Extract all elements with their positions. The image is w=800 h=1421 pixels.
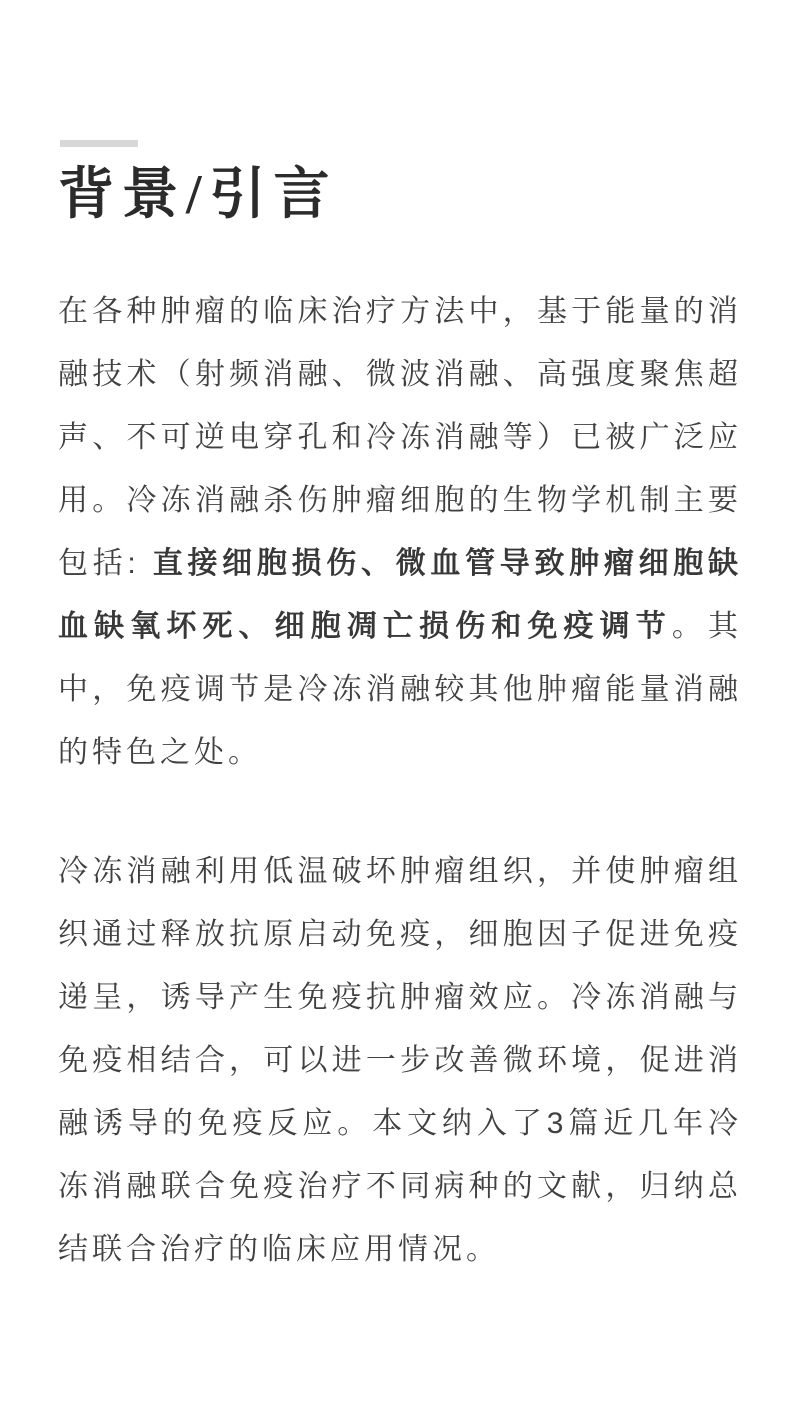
paragraph-intro-text-after: 。其中，免疫调节是冷冻消融较其他肿瘤能量消融的特色之处。 xyxy=(58,609,743,769)
paragraph-intro-text: 在各种肿瘤的临床治疗方法中，基于能量的消融技术（射频消融、微波消融、高强度聚焦超声、不可逆电穿孔和冷冻消融等）已被广泛应用。冷冻消融杀伤肿瘤细胞的生物学机制主要包括: xyxy=(58,294,742,580)
paragraph-cryoablation-immune: 冷冻消融利用低温破坏肿瘤组织，并使肿瘤组织通过释放抗原启动免疫，细胞因子促进免疫递呈，诱导产生免疫抗肿瘤效应。冷冻消融与免疫相结合，可以进一步改善微环境，促进消融诱导的免疫反应。本文纳入了3篇近几年冷冻消融联合免疫治疗不同病种的文献，归纳总结联合治疗的临床应用情况。 xyxy=(58,854,742,1266)
paragraph-intro xyxy=(58,280,742,784)
page-title: 背景/引言 xyxy=(58,164,338,226)
paragraph-intro-bold-mechanisms: 直接细胞损伤、微血管导致肿瘤细胞缺血缺氧坏死、细胞凋亡损伤和免疫调节 xyxy=(58,546,743,643)
article-body xyxy=(58,280,742,1281)
title-accent-bar xyxy=(60,140,138,147)
